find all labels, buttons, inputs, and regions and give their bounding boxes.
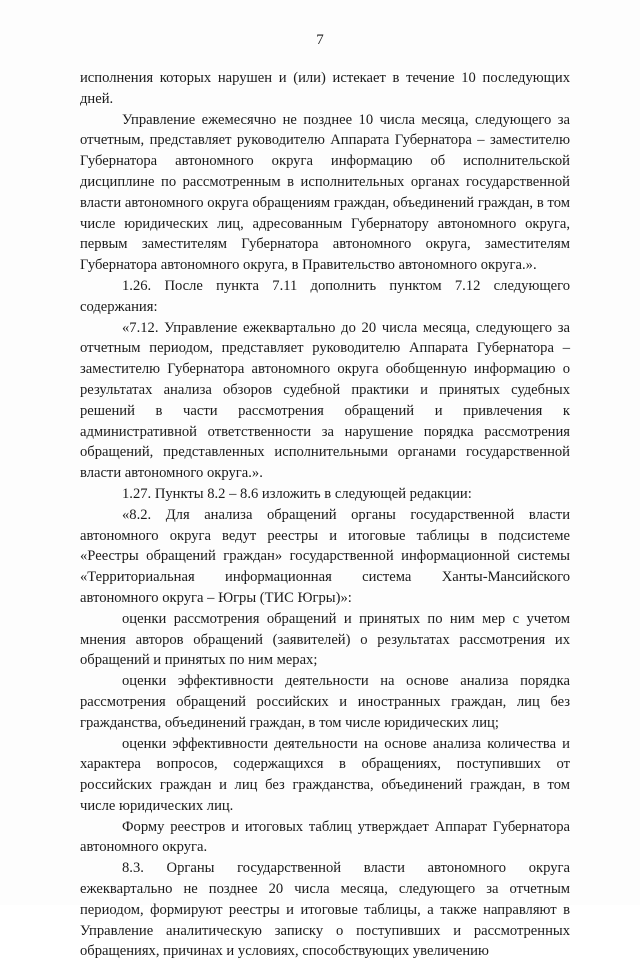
paragraph: «8.2. Для анализа обращений органы государственной власти автономного округа ведут реестры и итоговые таблицы в подсистеме «Реестры обращений граждан» государственной информационной системы «Территориальная информационная система Ханты-Мансийского автономного округа – Югры (ТИС Югры)»: (80, 506, 570, 606)
page-number: 7 (316, 32, 324, 48)
paragraph: оценки эффективности деятельности на основе анализа количества и характера вопросов, содержащихся в обращениях, поступивших от российских граждан и лиц без гражданства, объединений граждан, в том числе юридических лиц. (80, 735, 570, 814)
paragraph: 8.3. Органы государственной власти автономного округа ежеквартально не позднее 20 числа месяца, следующего за отчетным периодом, формируют реестры и итоговые таблицы, а также направляют в Управление аналитическую записку о поступивших и рассмотренных обращениях, причинах и условиях, способствующих увеличению (80, 860, 570, 960)
paragraph: Управление ежемесячно не позднее 10 числа месяца, следующего за отчетным, представляет руководителю Аппарата Губернатора – заместителю Губернатора автономного округа информацию об исполнительской дисциплине по рассмотренным в исполнительных органах государственной власти автономного округа обращениям граждан, объединений граждан, в том числе юридических лиц, адресованным Губернатору автономного округа, первым заместителям Губернатора автономного округа, заместителям Губернатора автономного округа, в Правительство автономного округа.». (80, 111, 570, 274)
paragraph: оценки рассмотрения обращений и принятых по ним мер с учетом мнения авторов обращений (заявителей) о результатах рассмотрения их обращений и принятых по ним мерах; (80, 610, 570, 669)
paragraph: оценки эффективности деятельности на основе анализа порядка рассмотрения обращений российских и иностранных граждан, лиц без гражданства, объединений граждан, в том числе юридических лиц; (80, 673, 570, 731)
paragraph: 1.26. После пункта 7.11 дополнить пунктом 7.12 следующего содержания: (80, 277, 570, 315)
paragraph: «7.12. Управление ежеквартально до 20 числа месяца, следующего за отчетным периодом, представляет руководителю Аппарата Губернатора – заместителю Губернатора автономного округа обобщенную информацию о результатах анализа обзоров судебной практики и принятых судебных решений в части рассмотрения обращений и привлечения к административной ответственности за нарушение порядка рассмотрения обращений, представленных исполнительными органами государственной власти автономного округа.». (80, 319, 570, 482)
document-body (80, 68, 570, 962)
paragraph: 1.27. Пункты 8.2 – 8.6 изложить в следующей редакции: (122, 485, 472, 502)
paragraph: Форму реестров и итоговых таблиц утверждает Аппарат Губернатора автономного округа. (80, 818, 570, 856)
paragraph: исполнения которых нарушен и (или) истекает в течение 10 последующих дней. (80, 70, 570, 107)
